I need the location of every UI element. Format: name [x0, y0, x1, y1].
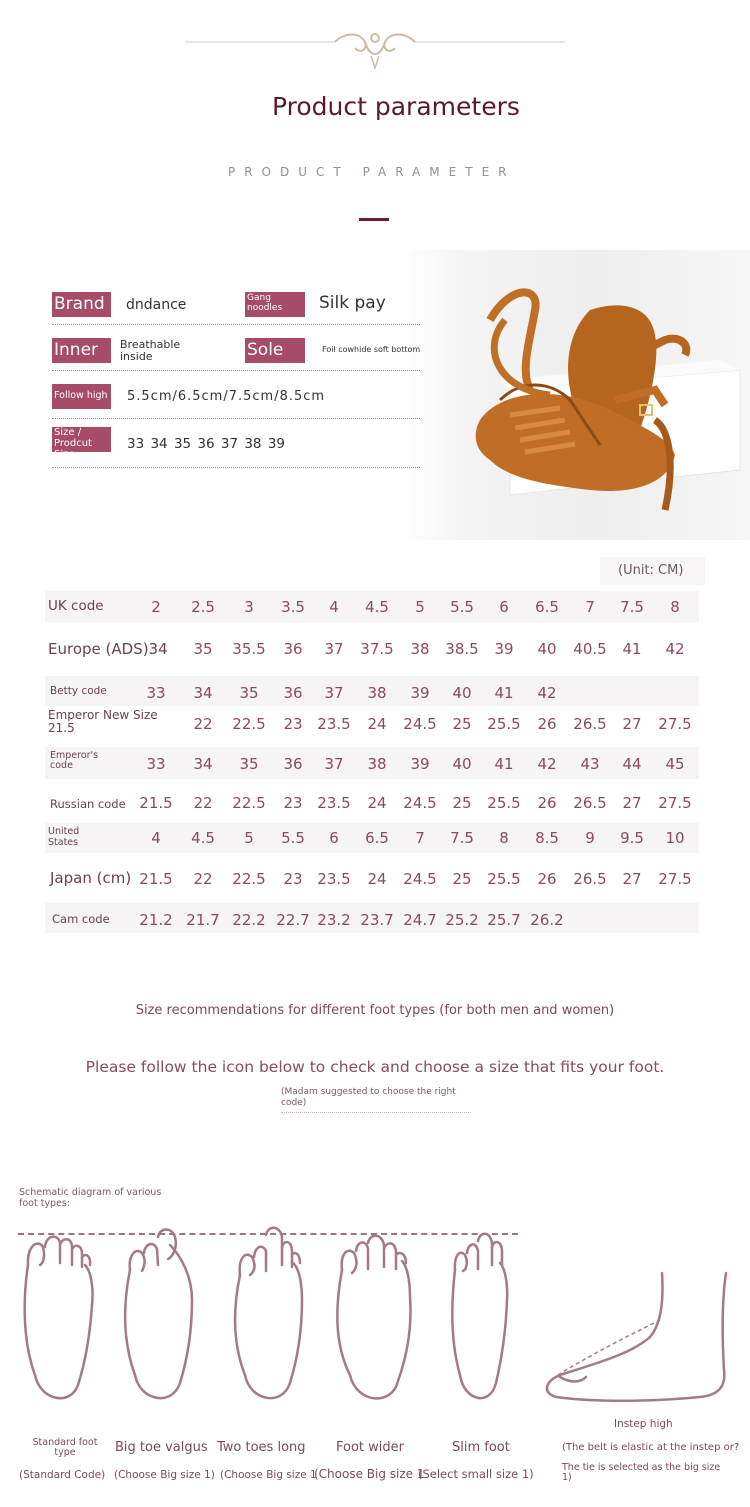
unit-label: (Unit: CM): [618, 563, 684, 578]
size-cell: 22.5: [232, 715, 266, 733]
size-cell: 26.5: [573, 715, 607, 733]
size-cell: 35: [193, 640, 213, 658]
spec-divider: [52, 418, 420, 419]
page-subtitle: PRODUCT PARAMETER: [228, 165, 516, 179]
size-cell: 5: [244, 829, 254, 847]
size-cell: 22.2: [232, 911, 266, 929]
foot-advice-big-toe-valgus: (Choose Big size 1): [114, 1469, 215, 1481]
size-cell: 22.7: [276, 911, 310, 929]
size-cell: 40: [452, 684, 472, 702]
size-cell: 8: [499, 829, 509, 847]
size-cell: 23.2: [317, 911, 351, 929]
size-cell: 41: [494, 755, 514, 773]
two-toes-long-foot-icon: [235, 1228, 302, 1398]
spec-value-heel: 5.5cm/6.5cm/7.5cm/8.5cm: [127, 389, 326, 404]
size-cell: 23.5: [317, 870, 351, 888]
spec-label-gang: Gang noodles: [245, 292, 305, 317]
size-cell: 33: [146, 684, 166, 702]
size-cell: 23: [283, 715, 303, 733]
size-cell: 23.5: [317, 715, 351, 733]
size-cell: 25.5: [487, 870, 521, 888]
spec-value-sole: Foil cowhide soft bottom: [322, 345, 421, 354]
size-cell: 25.5: [487, 715, 521, 733]
size-cell: 8.5: [535, 829, 559, 847]
size-cell: 37: [324, 684, 344, 702]
size-cell: 45: [665, 755, 685, 773]
size-cell: 40.5: [573, 640, 607, 658]
size-cell: 23.7: [360, 911, 394, 929]
instep-high-foot-icon: [547, 1273, 726, 1401]
size-cell: 21.5: [139, 870, 173, 888]
size-cell: 41: [622, 640, 642, 658]
spec-divider: [52, 467, 420, 468]
standard-foot-icon: [25, 1237, 93, 1399]
size-cell: 38: [410, 640, 430, 658]
spec-label-inner: Inner: [52, 338, 111, 363]
size-cell: 5.5: [450, 598, 474, 616]
size-cell: 10: [665, 829, 685, 847]
spec-divider: [52, 370, 420, 371]
size-cell: 6.5: [535, 598, 559, 616]
size-cell: 38: [367, 755, 387, 773]
size-cell: 22.5: [232, 794, 266, 812]
size-cell: 27: [622, 870, 642, 888]
size-cell: 22.5: [232, 870, 266, 888]
size-cell: 37: [324, 755, 344, 773]
size-cell: 26.5: [573, 794, 607, 812]
size-cell: 22: [193, 870, 213, 888]
foot-advice-instep-2: The tie is selected as the big size 1): [562, 1462, 721, 1483]
spec-label-sole: Sole: [245, 338, 305, 363]
size-cell: 24.5: [403, 794, 437, 812]
foot-name-instep-high: Instep high: [614, 1418, 673, 1430]
diagram-title: Schematic diagram of various foot types:: [19, 1187, 162, 1209]
spec-value-brand: dndance: [126, 297, 187, 313]
recommendation-heading: Size recommendations for different foot types (for both men and women): [135, 1003, 615, 1018]
foot-advice-standard: (Standard Code): [19, 1469, 106, 1481]
size-cell: 43: [580, 755, 600, 773]
size-cell: 21.5: [139, 794, 173, 812]
size-cell: 4.5: [365, 598, 389, 616]
size-cell: 27.5: [658, 870, 692, 888]
size-row-label: Betty code: [50, 685, 107, 697]
size-cell: 26: [537, 794, 557, 812]
size-row-label: United States: [48, 826, 80, 848]
size-cell: 23: [283, 794, 303, 812]
size-cell: 24: [367, 870, 387, 888]
size-cell: 27: [622, 715, 642, 733]
size-cell: 42: [537, 684, 557, 702]
size-cell: 35.5: [232, 640, 266, 658]
spec-label-brand: Brand: [52, 292, 111, 317]
foot-name-standard: Standard foot type: [32, 1437, 98, 1458]
note-divider: [281, 1112, 471, 1113]
size-cell: 39: [410, 684, 430, 702]
spec-label-heel: Follow high: [52, 384, 111, 409]
size-cell: 3: [244, 598, 254, 616]
page-title: Product parameters: [272, 92, 520, 121]
size-cell: 38.5: [445, 640, 479, 658]
size-cell: 37.5: [360, 640, 394, 658]
size-cell: 25: [452, 870, 472, 888]
size-row-label: Europe (ADS)34: [48, 640, 168, 658]
size-cell: 36: [283, 640, 303, 658]
size-cell: 41: [494, 684, 514, 702]
foot-name-slim-foot: Slim foot: [452, 1440, 510, 1455]
size-cell: 36: [283, 684, 303, 702]
size-cell: 26: [537, 870, 557, 888]
big-toe-valgus-foot-icon: [125, 1230, 192, 1399]
size-cell: 25.2: [445, 911, 479, 929]
size-cell: 6: [329, 829, 339, 847]
size-cell: 24.5: [403, 870, 437, 888]
size-cell: 7: [415, 829, 425, 847]
size-cell: 27.5: [658, 715, 692, 733]
size-cell: 42: [665, 640, 685, 658]
foot-advice-instep-1: (The belt is elastic at the instep or?: [562, 1442, 740, 1453]
spec-value-size: 33 34 35 36 37 38 39: [127, 436, 285, 452]
size-cell: 23.5: [317, 794, 351, 812]
size-row-label: Russian code: [50, 797, 126, 811]
size-cell: 7.5: [620, 598, 644, 616]
foot-name-foot-wider: Foot wider: [336, 1440, 404, 1455]
size-cell: 26.2: [530, 911, 564, 929]
dance-shoe-image: [440, 280, 750, 530]
recommendation-instruction: Please follow the icon below to check and choose a size that fits your foot.: [85, 1058, 665, 1076]
size-cell: 26: [537, 715, 557, 733]
size-cell: 4: [151, 829, 161, 847]
size-row-label: Cam code: [52, 912, 110, 926]
foot-name-two-toes-long: Two toes long: [217, 1440, 306, 1455]
size-cell: 25: [452, 715, 472, 733]
size-cell: 24.7: [403, 911, 437, 929]
size-cell: 27.5: [658, 794, 692, 812]
size-cell: 26.5: [573, 870, 607, 888]
size-cell: 2.5: [191, 598, 215, 616]
title-accent-bar: [359, 218, 389, 221]
size-cell: 3.5: [281, 598, 305, 616]
size-cell: 9.5: [620, 829, 644, 847]
size-cell: 35: [239, 755, 259, 773]
spec-label-size: Size / Prodcut Size: [52, 427, 111, 452]
size-cell: 34: [193, 755, 213, 773]
slim-foot-icon: [452, 1234, 507, 1398]
size-cell: 25.5: [487, 794, 521, 812]
foot-advice-slim-foot: (Select small size 1): [418, 1467, 534, 1481]
size-cell: 25.7: [487, 911, 521, 929]
spec-value-gang: Silk pay: [319, 293, 386, 313]
size-cell: 35: [239, 684, 259, 702]
spec-divider: [52, 324, 420, 325]
size-cell: 25: [452, 794, 472, 812]
size-cell: 24.5: [403, 715, 437, 733]
size-cell: 6.5: [365, 829, 389, 847]
size-cell: 33: [146, 755, 166, 773]
size-cell: 39: [494, 640, 514, 658]
size-cell: 40: [537, 640, 557, 658]
foot-outlines: [0, 1225, 750, 1415]
size-cell: 21.2: [139, 911, 173, 929]
size-cell: 8: [670, 598, 680, 616]
foot-wider-icon: [337, 1236, 410, 1399]
size-cell: 4.5: [191, 829, 215, 847]
size-row-label: UK code: [48, 598, 104, 614]
foot-name-big-toe-valgus: Big toe valgus: [115, 1440, 208, 1455]
size-cell: 27: [622, 794, 642, 812]
size-cell: 24: [367, 794, 387, 812]
size-cell: 5.5: [281, 829, 305, 847]
size-cell: 7.5: [450, 829, 474, 847]
ornament-divider: [185, 28, 565, 78]
size-cell: 21.7: [186, 911, 220, 929]
size-cell: 40: [452, 755, 472, 773]
size-cell: 42: [537, 755, 557, 773]
foot-advice-foot-wider: (Choose Big size 1: [314, 1467, 425, 1481]
size-row-label: Japan (cm): [50, 869, 132, 887]
size-cell: 22: [193, 794, 213, 812]
size-row-label: Emperor New Size 21.5: [48, 708, 158, 735]
size-cell: 44: [622, 755, 642, 773]
size-cell: 7: [585, 598, 595, 616]
size-cell: 23: [283, 870, 303, 888]
size-cell: 36: [283, 755, 303, 773]
size-cell: 4: [329, 598, 339, 616]
size-cell: 2: [151, 598, 161, 616]
size-cell: 34: [193, 684, 213, 702]
foot-advice-two-toes-long: (Choose Big size 1: [220, 1469, 317, 1481]
size-cell: 5: [415, 598, 425, 616]
size-row-label: Emperor's code: [50, 750, 99, 771]
size-cell: 38: [367, 684, 387, 702]
size-cell: 39: [410, 755, 430, 773]
size-cell: 37: [324, 640, 344, 658]
size-cell: 24: [367, 715, 387, 733]
size-cell: 6: [499, 598, 509, 616]
spec-value-inner: Breathable inside: [120, 338, 181, 363]
size-cell: 22: [193, 715, 213, 733]
size-cell: 9: [585, 829, 595, 847]
recommendation-note: (Madam suggested to choose the right code): [281, 1087, 456, 1108]
